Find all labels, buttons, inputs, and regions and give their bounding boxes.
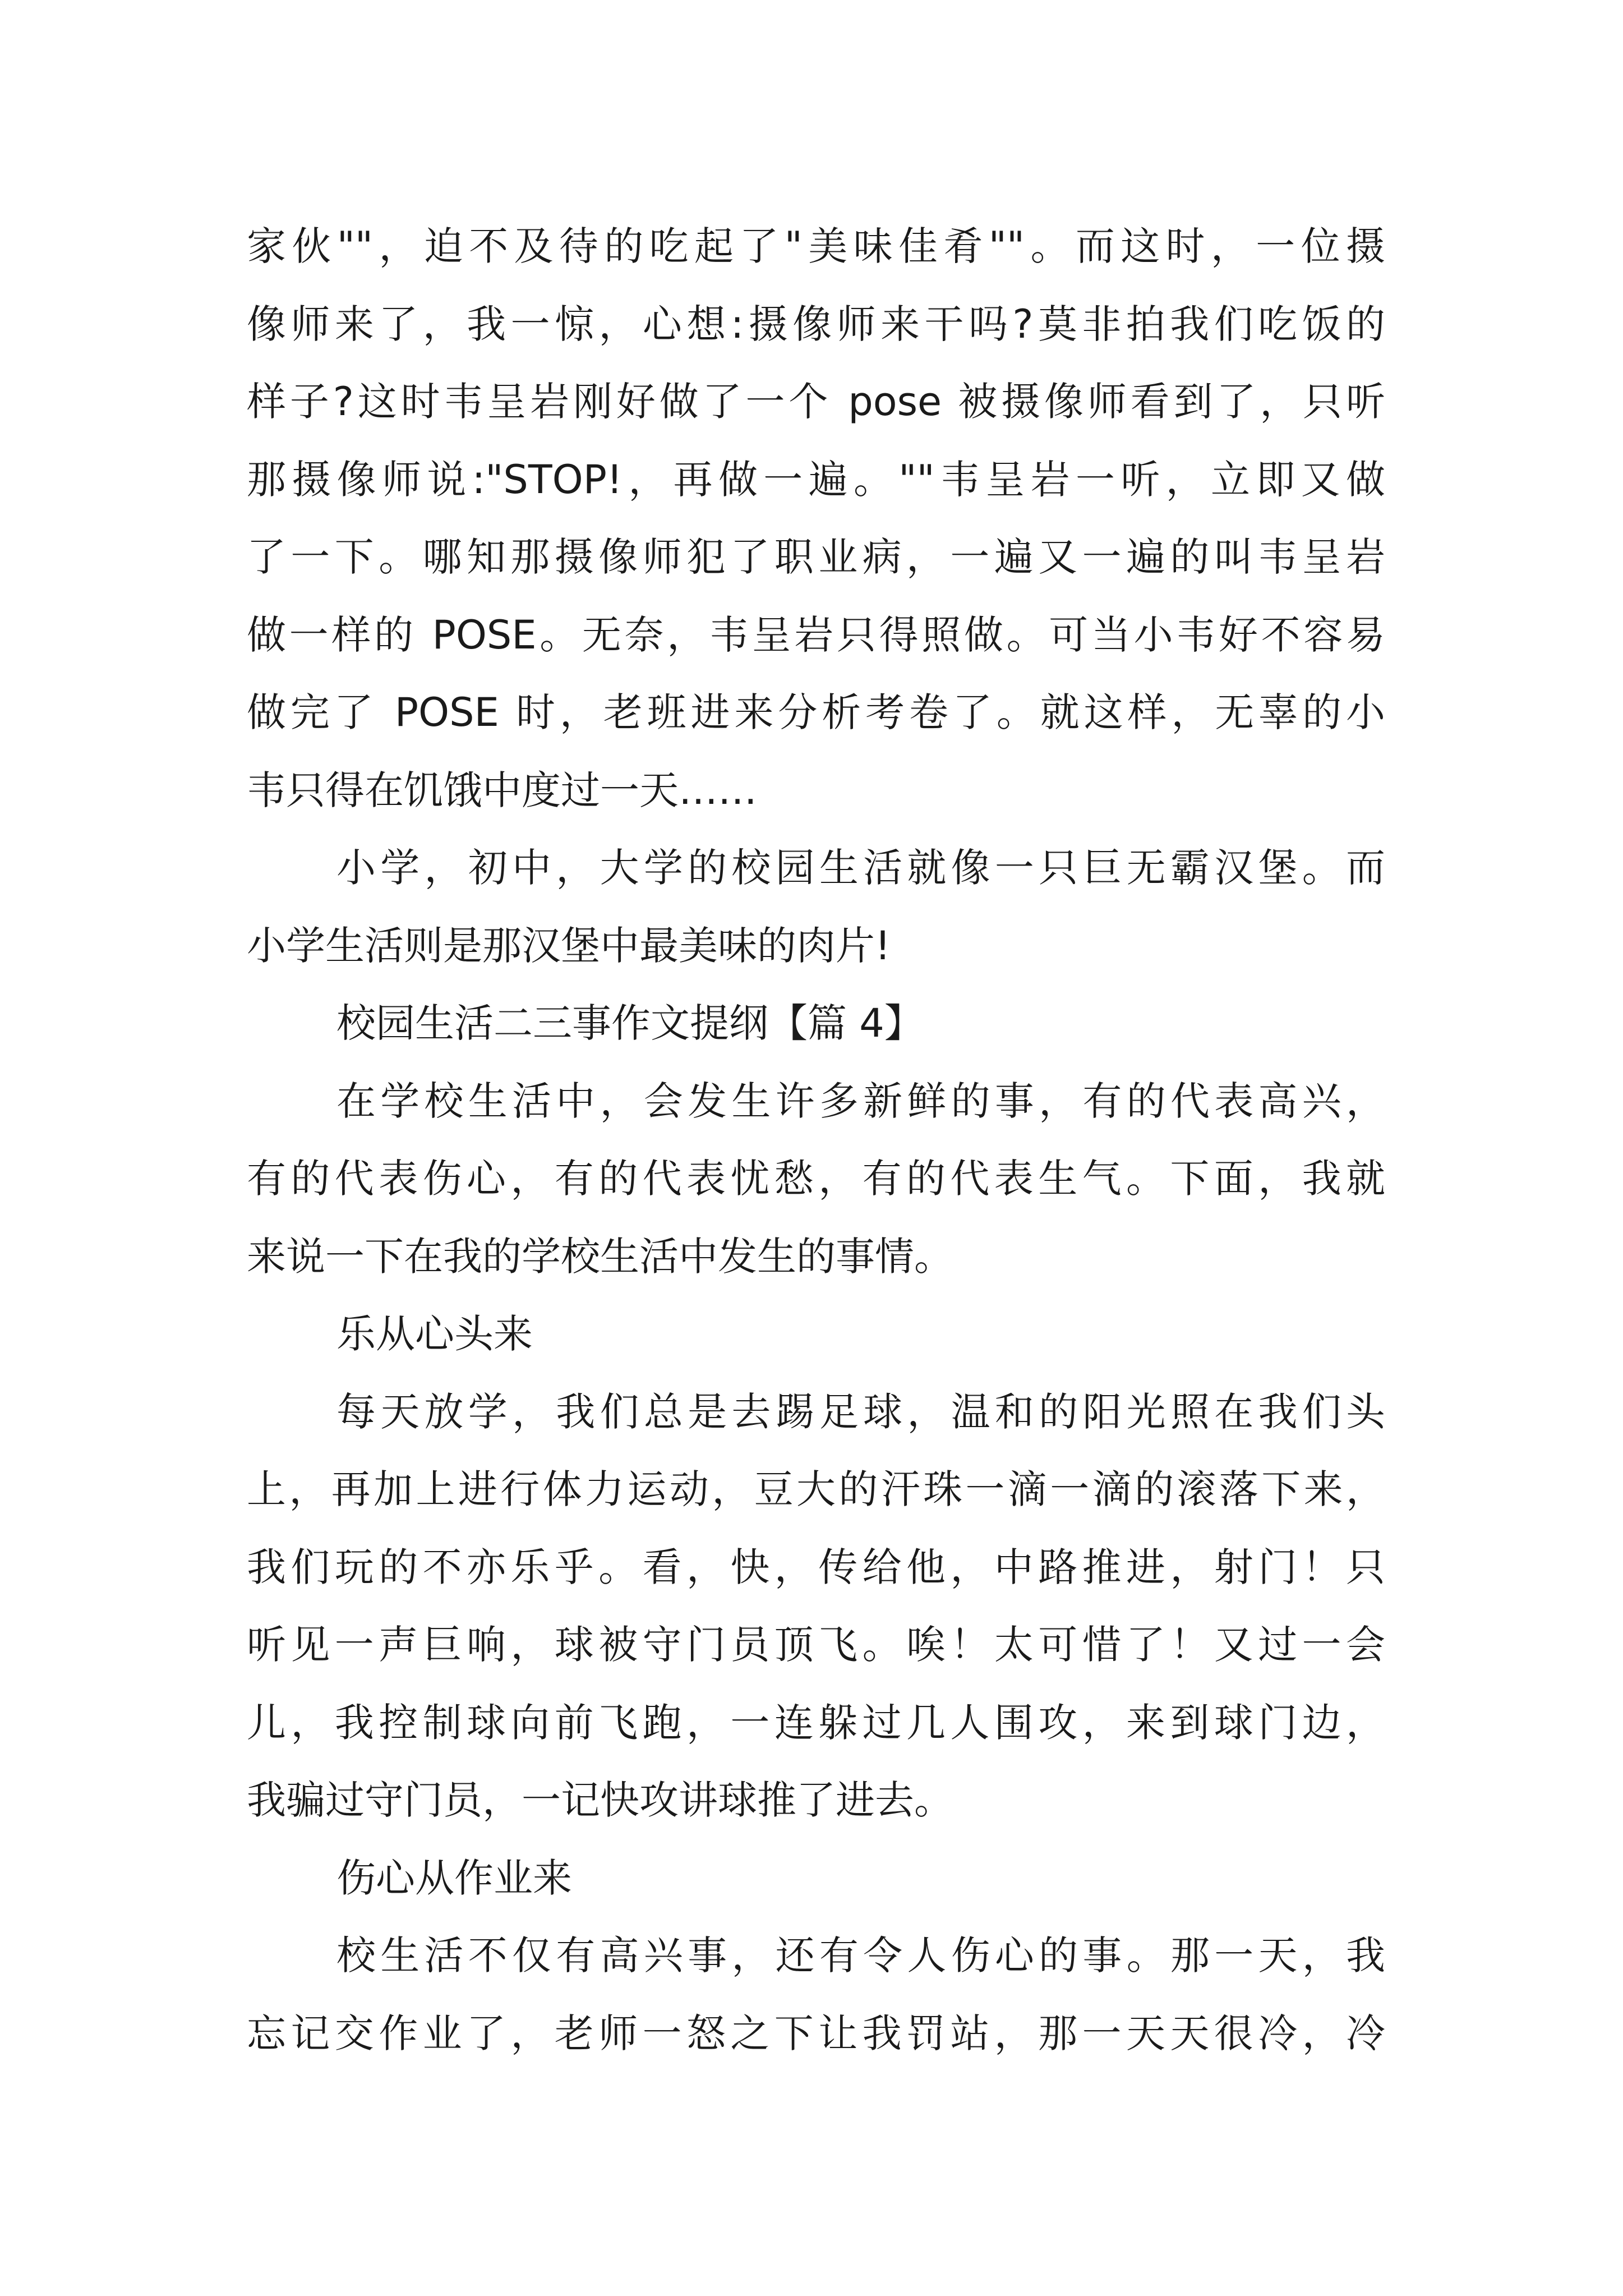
text-line: 校生活不仅有高兴事，还有令人伤心的事。那一天，我 xyxy=(336,1932,1385,1978)
text-line: 每天放学，我们总是去踢足球，温和的阳光照在我们头 xyxy=(336,1388,1385,1435)
text-line: 我们玩的不亦乐乎。看，快，传给他，中路推进，射门！只 xyxy=(247,1544,1385,1590)
document-page xyxy=(247,208,1385,2072)
text-line: 那摄像师说:"STOP!，再做一遍。""韦呈岩一听，立即又做 xyxy=(247,456,1385,503)
text-line: 做完了 POSE 时，老班进来分析考卷了。就这样，无辜的小 xyxy=(247,689,1385,735)
paragraph xyxy=(247,829,1385,984)
text-line: 听见一声巨响，球被守门员顶飞。唉！太可惜了！又过一会 xyxy=(247,1622,1385,1668)
paragraph xyxy=(247,1373,1385,1839)
text-line: 家伙""，迫不及待的吃起了"美味佳肴""。而这时，一位摄 xyxy=(247,223,1385,269)
paragraph xyxy=(247,1917,1385,2072)
paragraph xyxy=(247,1062,1385,1296)
text-line: 了一下。哪知那摄像师犯了职业病，一遍又一遍的叫韦呈岩 xyxy=(247,534,1385,580)
text-line: 儿，我控制球向前飞跑，一连躲过几人围攻，来到球门边， xyxy=(247,1699,1385,1746)
text-line: 来说一下在我的学校生活中发生的事情。 xyxy=(247,1233,953,1280)
subheading: 伤心从作业来 xyxy=(336,1855,572,1901)
section-heading: 校园生活二三事作文提纲【篇 4】 xyxy=(336,1000,924,1046)
text-line: 像师来了，我一惊，心想:摄像师来干吗?莫非拍我们吃饭的 xyxy=(247,301,1385,347)
text-line: 小学生活则是那汉堡中最美味的肉片! xyxy=(247,922,891,969)
text-line: 在学校生活中，会发生许多新鲜的事，有的代表高兴， xyxy=(336,1078,1385,1124)
paragraph xyxy=(247,208,1385,829)
text-line: 忘记交作业了，老师一怒之下让我罚站，那一天天很冷，冷 xyxy=(247,2010,1385,2056)
text-line: 韦只得在饥饿中度过一天…… xyxy=(247,767,757,813)
text-line: 有的代表伤心，有的代表忧愁，有的代表生气。下面，我就 xyxy=(247,1156,1385,1202)
text-line: 做一样的 POSE。无奈，韦呈岩只得照做。可当小韦好不容易 xyxy=(247,611,1385,658)
text-line: 小学，初中，大学的校园生活就像一只巨无霸汉堡。而 xyxy=(336,845,1385,891)
text-line: 样子?这时韦呈岩刚好做了一个 pose 被摄像师看到了，只听 xyxy=(247,379,1385,425)
text-line: 我骗过守门员，一记快攻讲球推了进去。 xyxy=(247,1777,953,1823)
subheading: 乐从心头来 xyxy=(336,1311,533,1357)
text-line: 上，再加上进行体力运动，豆大的汗珠一滴一滴的滚落下来， xyxy=(247,1466,1385,1512)
